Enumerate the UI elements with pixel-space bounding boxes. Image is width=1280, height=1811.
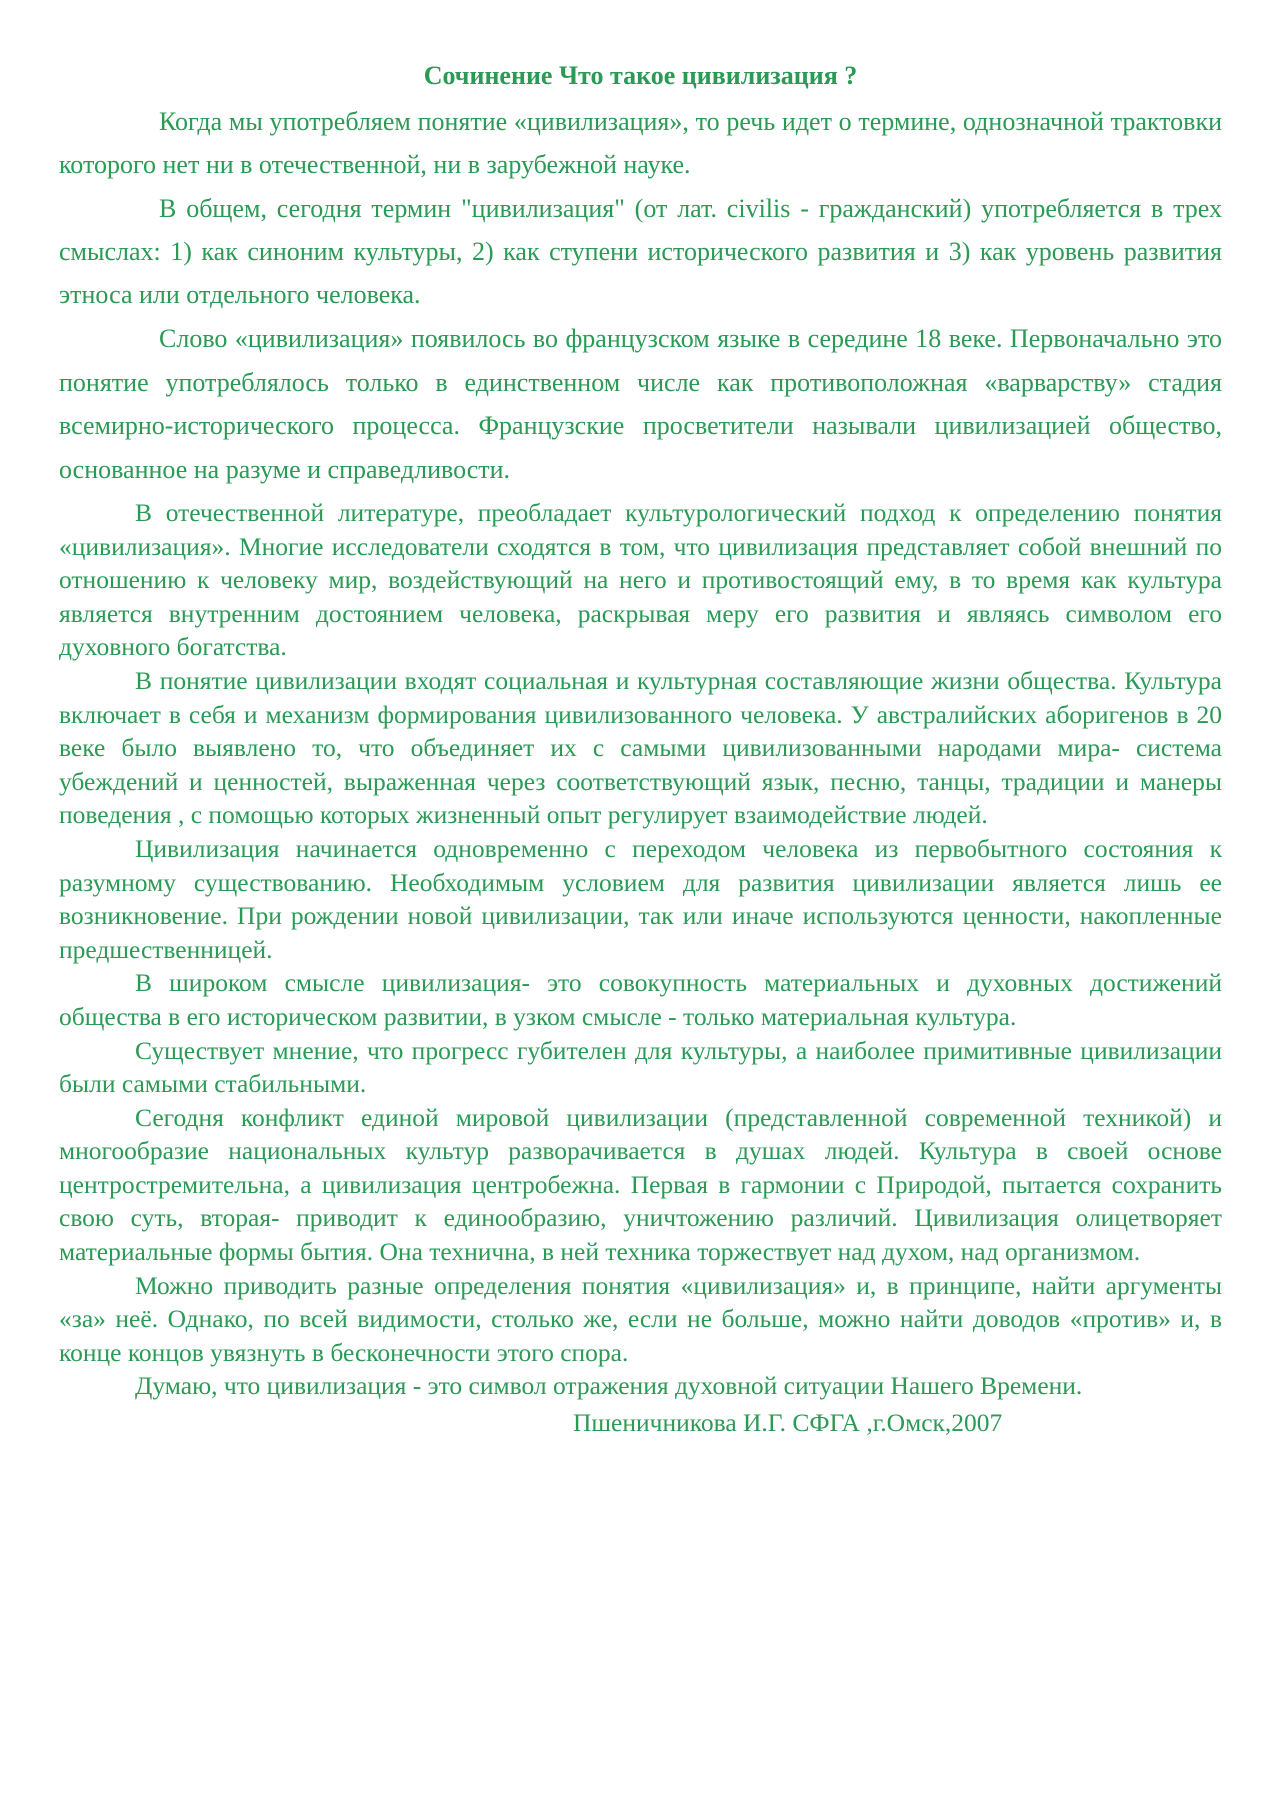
paragraph-origin: Слово «цивилизация» появилось во французском языке в середине 18 веке. Первоначально это понятие употреблялось только в единственном числе как противоположная «варварству» стадия всемирно-исторического процесса. Французские просветители называли цивилизацией общество, основанное на разуме и справедливости. bbox=[59, 324, 1222, 484]
author-signature: Пшеничникова И.Г. СФГА ,г.Омск,2007 bbox=[573, 1408, 1003, 1438]
paragraph-definitions: Можно приводить разные определения понятия «цивилизация» и, в принципе, найти аргументы «за» неё. Однако, по всей видимости, столько же, если не больше, можно найти доводов «против» и, в конце концов увязнуть в бесконечности этого спора. bbox=[59, 1270, 1222, 1367]
paragraph-conclusion: Думаю, что цивилизация - это символ отражения духовной ситуации Нашего Времени. bbox=[135, 1371, 1083, 1401]
paragraph-beginning: Цивилизация начинается одновременно с переходом человека из первобытного состояния к разумному существованию. Необходимым условием для развития цивилизации является лишь ее возникновение. При рождении новой цивилизации, так или иначе используются ценности, накопленные предшественницей. bbox=[59, 833, 1222, 964]
paragraph-meanings: В общем, сегодня термин "цивилизация" (от лат. civilis - гражданский) употребляется в трех смыслах: 1) как синоним культуры, 2) как ступени исторического развития и 3) как уровень развития этноса или отдельного человека. bbox=[59, 194, 1222, 309]
document-page bbox=[59, 56, 1222, 1441]
paragraph-progress: Существует мнение, что прогресс губителен для культуры, а наиболее примитивные цивилизации были самыми стабильными. bbox=[59, 1035, 1222, 1099]
paragraph-domestic-literature: В отечественной литературе, преобладает культурологический подход к определению понятия «цивилизация». Многие исследователи сходятся в том, что цивилизация представляет собой внешний по отношению к человеку мир, воздействующий на него и противостоящий ему, в то время как культура является внутренним достоянием человека, раскрывая меру его развития и являясь символом его духовного богатства. bbox=[59, 498, 1222, 662]
paragraph-society: В понятие цивилизации входят социальная и культурная составляющие жизни общества. Культура включает в себя и механизм формирования цивилизованного человека. У австралийских аборигенов в 20 веке было выявлено то, что объединяет их с самыми цивилизованными народами мира- система убеждений и ценностей, выраженная через соответствующий язык, песню, танцы, традиции и манеры поведения , с помощью которых жизненный опыт регулирует взаимодействие людей. bbox=[59, 665, 1222, 830]
paragraph-broad-sense: В широком смысле цивилизация- это совокупность материальных и духовных достижений общества в его историческом развитии, в узком смысле - только материальная культура. bbox=[59, 968, 1222, 1031]
paragraph-conflict: Сегодня конфликт единой мировой цивилизации (представленной современной техникой) и многообразие национальных культур разворачивается в душах людей. Культура в своей основе центростремительна, а цивилизация центробежна. Первая в гармонии с Природой, пытается сохранить свою суть, вторая- приводит к единообразию, уничтожению различий. Цивилизация олицетворяет материальные формы бытия. Она технична, в ней техника торжествует над духом, над организмом. bbox=[59, 1102, 1222, 1267]
document-title: Сочинение Что такое цивилизация ? bbox=[423, 61, 858, 90]
paragraph-intro: Когда мы употребляем понятие «цивилизация», то речь идет о термине, однозначной трактовки которого нет ни в отечественной, ни в зарубежной науке. bbox=[59, 107, 1222, 179]
